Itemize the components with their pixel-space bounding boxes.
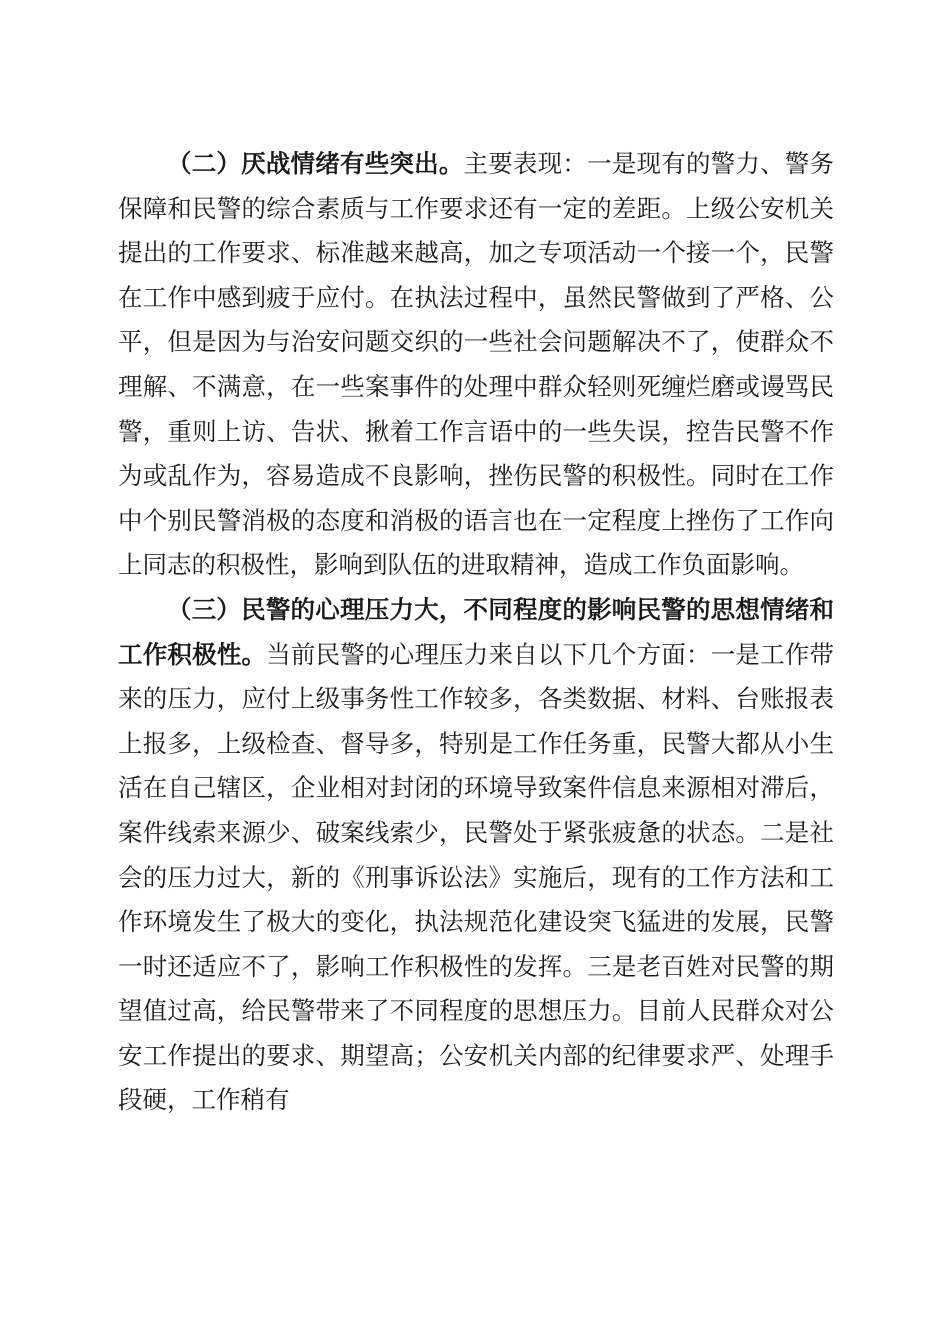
- section-3-body: 当前民警的心理压力来自以下几个方面：一是工作带来的压力，应付上级事务性工作较多，各类数据、材料、台账报表上报多，上级检查、督导多，特别是工作任务重，民警大都从小生活在自己辖区，企业相对封闭的环境导致案件信息来源相对滞后，案件线索来源少、破案线索少，民警处于紧张疲惫的状态。二是社会的压力过大，新的《刑事诉讼法》实施后，现有的工作方法和工作环境发生了极大的变化，执法规范化建设突飞猛进的发展，民警一时还适应不了，影响工作积极性的发挥。三是老百姓对民警的期望值过高，给民警带来了不同程度的思想压力。目前人民群众对公安工作提出的要求、期望高；公安机关内部的纪律要求严、处理手段硬，工作稍有: [118, 639, 835, 1115]
- section-2-heading: （二）厌战情绪有些突出。: [167, 149, 464, 178]
- paragraph-section-2: [118, 142, 834, 588]
- section-2-body: 主要表现：一是现有的警力、警务保障和民警的综合素质与工作要求还有一定的差距。上级公安机关提出的工作要求、标准越来越高，加之专项活动一个接一个，民警在工作中感到疲于应付。在执法过程中，虽然民警做到了严格、公平，但是因为与治安问题交织的一些社会问题解决不了，使群众不理解、不满意，在一些案事件的处理中群众轻则死缠烂磨或谩骂民警，重则上访、告状、揪着工作言语中的一些失误，控告民警不作为或乱作为，容易造成不良影响，挫伤民警的积极性。同时在工作中个别民警消极的态度和消极的语言也在一定程度上挫伤了工作向上同志的积极性，影响到队伍的进取精神，造成工作负面影响。: [118, 149, 835, 580]
- paragraph-section-3: [118, 588, 834, 1123]
- section-3-heading: （三）民警的心理压力大，不同程度的影响民警的思想情绪和工作积极性。: [118, 594, 834, 669]
- document-body: [118, 142, 834, 1123]
